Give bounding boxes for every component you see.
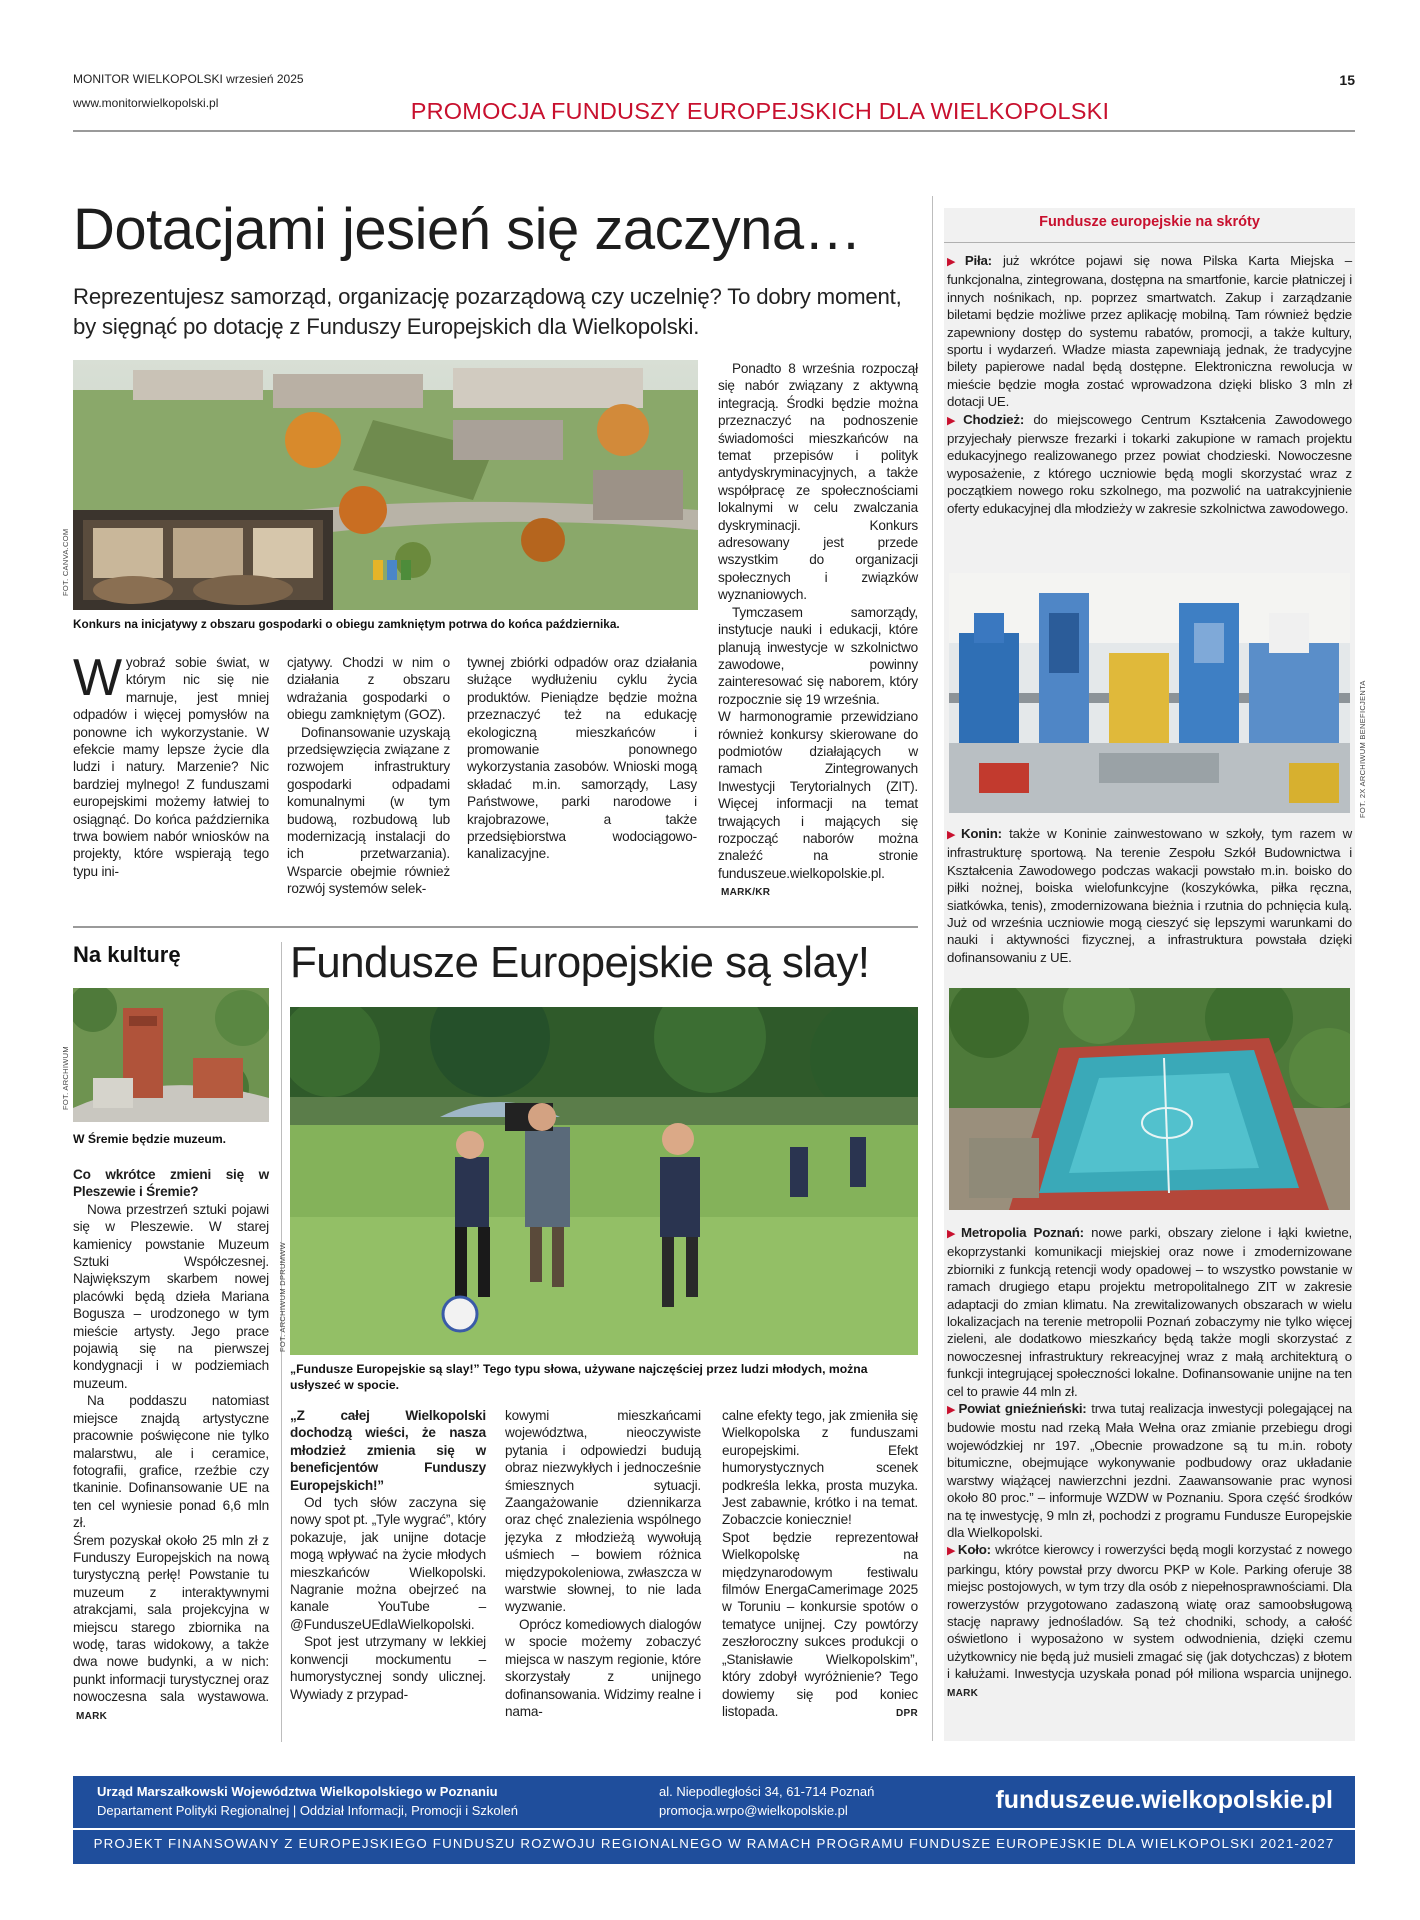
article1-signature: MARK/KR — [721, 887, 771, 899]
football-spot-illustration — [290, 1007, 918, 1355]
footer-divider — [73, 1828, 1355, 1830]
footer-banner — [73, 1776, 1355, 1864]
sidebar-poznan-gniezno-kolo: ▶ Metropolia Poznań: nowe parki, obszary zielone i łąki kwietne, ekoprzystanki komunikacji miejskiej oraz nowe i zmodernizowane zbiorniki z funkcją retencji wody opadowej – to wszystko powstanie w ramach drugiego etapu projektu metropolitalnego ZIT w zakresie adaptacji do zmian klimatu. Na zrewitalizowanych obszarach w wielu lokalizacjach na terenie metropolii Poznań zobaczymy nie tylko więcej zieleni, ale dodatkowo mieszkańcy będą także mogli skorzystać z nowoczesnej infrastruktury rekreacyjnej wraz z małą architekturą o funkcji integrującej społeczności lokalne. Dofinansowanie unijne na ten cel to prawie 44 mln zł. ▶ Powiat gnieźnieński: trwa tutaj realizacja inwestycji polegającej na budowie mostu nad rzeką Mała Wełna oraz zmianie przebiegu drogi wojewódzkiej nr 197. „Obecnie prowadzone są tu m.in. roboty bitumiczne, obejmujące wykonywanie podbudowy oraz układanie warstwy wiążącej nawierzchni jezdni. Zaawansowanie prac wynosi około 80 proc.” – informuje WZDW w Poznaniu. Spora część środków na tę inwestycję, 9 mln zł, pochodzi z programu Fundusze Europejskie dla Wielkopolski. ▶ Koło: wkrótce kierowcy i rowerzyści będą mogli korzystać z nowego parkingu, który powstał przy dworcu PKP w Kole. Parking oferuje 38 miejsc postojowych, w tym trzy dla osób z niepełnosprawnościami. Dla rowerzystów przygotowano zadaszoną wiatę oraz samoobsługową stację naprawy jednośladów. Są też chodniki, schody, a całość oświetlono i wyposażono w system odwodnienia, dzięki czemu użytkownicy nie będą już musieli zmagać się (jak dotychczas) z błotem i kałużami. Inwestycja uzyskała ponad pół miliona wsparcia unijnego. MARK — [947, 1225, 1353, 1699]
footer-dept: Departament Polityki Regionalnej | Oddział Informacji, Promocji i Szkoleń — [97, 1803, 519, 1818]
footer-url[interactable]: funduszeue.wielkopolskie.pl — [995, 1786, 1333, 1814]
sports-field-illustration — [949, 988, 1350, 1210]
sidebar-box — [944, 208, 1367, 1741]
photo-football-spot — [290, 1007, 918, 1355]
triangle-icon: ▶ — [947, 1545, 956, 1558]
article-title: Dotacjami jesień się zaczyna… — [73, 197, 862, 262]
photo-caption-culture: W Śremie będzie muzeum. — [73, 1132, 227, 1146]
article1-column-1: Wyobraź sobie świat, w którym nic się nie marnuje, jest mniej odpadów i więcej pomysłów na ponowne ich wykorzystanie. W efekcie mamy lepsze życie dla ludzi i natury. Marzenie? Nic bardziej mylnego! Z funduszami europejskimi możemy łatwiej to osiągnąć. Do końca października trwa bowiem nabór wniosków na projekty, które wspierają tego typu ini- — [73, 649, 269, 879]
culture-text: Co wkrótce zmieni się w Pleszewie i Śremie? Nowa przestrzeń sztuki pojawi się w Pleszewie. W starej kamienicy powstanie Muzeum Sztuki Współczesnej. Największym skarbem nowej placówki będą dzieła Mariana Bogusza – urodzonego w tym mieście artysty. Jego prace pojawią się na pierwszej kondygnacji i w podziemiach muzeum. Na poddaszu natomiast miejsce znajdą artystyczne pracownie poświęcone nie tylko malarstwu, ale i ceramice, fotografii, grafice, rzeźbie czy tkaninie. Dofinansowanie UE na ten cel wyniesie ponad 6,6 mln zł. Śrem pozyskał około 25 mln zł z Funduszy Europejskich na nową turystyczną perłę! Powstanie tu muzeum z interaktywnymi atrakcjami, sala projekcyjna w miejscu starego zbiornika na wodę, taras widokowy, a także dwa nowe budynki, a w nich: punkt informacji turystycznej oraz nowoczesna sala wystawowa. MARK — [73, 1167, 269, 1722]
photo-sports-field — [949, 988, 1350, 1210]
photo-srem-museum — [73, 988, 269, 1122]
column-divider — [932, 196, 933, 1741]
header-rule — [73, 130, 1355, 132]
sidebar-title: Fundusze europejskie na skróty — [1039, 214, 1260, 230]
footer-project: PROJEKT FINANSOWANY Z EUROPEJSKIEGO FUNDUSZU ROZWOJU REGIONALNEGO W RAMACH PROGRAMU FUNDUSZE EUROPEJSKIE DLA WIELKOPOLSKI 2021-2027 — [93, 1836, 1335, 1851]
triangle-icon: ▶ — [947, 414, 962, 427]
culture-title: Na kulturę — [73, 942, 181, 967]
triangle-icon: ▶ — [947, 1228, 960, 1240]
footer-org: Urząd Marszałkowski Województwa Wielkopolskiego w Poznaniu — [97, 1784, 498, 1799]
article-lead: Reprezentujesz samorząd, organizację pozarządową czy uczelnię? To dobry moment, by sięgnąć po dotację z Funduszy Europejskich dla Wielkopolski. — [73, 284, 902, 339]
workshop-illustration — [949, 573, 1350, 813]
triangle-icon: ▶ — [947, 1404, 957, 1417]
photo-credit-football: FOT. ARCHIWUM DPRUMWW — [278, 1241, 287, 1352]
sidebar-konin: ▶ Konin: także w Koninie zainwestowano w szkoły, tym razem w infrastrukturę sportową. Na terenie Zespołu Szkół Budownictwa i Kształcenia Zawodowego podczas wakacji powstało m.in. boisko do piłki nożnej, boiska wielofunkcyjne (koszykówka, piłka ręczna, siatkówka, tenis), zmodernizowana bieżnia i rzutnia do pchnięcia kulą. Już od września uczniowie mogą cieszyć się lepszymi warunkami do nauki i aktywności fizycznej, a infrastruktura powstała dzięki dofinansowaniu z UE. — [947, 826, 1353, 965]
article1-column-3: tywnej zbiórki odpadów oraz działania służące wydłużeniu cyklu życia produktów. Pieniądze będzie można przeznaczyć też na edukację ekologiczną mieszkańców i promowanie ponownego wykorzystania zasobów. Wnioski mogą składać m.in. samorządy, Lasy Państwowe, parki narodowe i krajobrazowe, a także przedsiębiorstwa wodociągowo-kanalizacyjne. — [467, 655, 697, 862]
sidebar-pila: ▶ Piła: już wkrótce pojawi się nowa Pilska Karta Miejska – funkcjonalna, zintegrowana, dostępna na smartfonie, karcie płatniczej i innych nośnikach, np. poprzez smartwatch. Zakup i zarządzanie biletami będzie możliwe przez aplikację mobilną. Tam również będzie zapewniony dostęp do systemu rabatów, promocji, a także kultury, sportu i wydarzeń. Władze miasta zapewniają jednak, że tradycyjne bilety papierowe nadal będą dostępne. Elektroniczna rewolucja w mieście będzie mogła zostać wprowadzona dzięki blisko 3 mln zł dotacji UE. ▶ Chodzież: do miejscowego Centrum Kształcenia Zawodowego przyjechały pierwsze frezarki i tokarki zakupione w ramach projektu edukacyjnego realizowanego przez powiat chodzieski. Nowoczesne wyposażenie, z którego uczniowie będą mogli skorzystać wraz z początkiem nowego roku szkolnego, ma pozwolić na uatrakcyjnienie oferty edukacyjnej dla młodzieży w zakresie szkolnictwa zawodowego. — [947, 253, 1353, 516]
city-aerial-illustration — [73, 360, 698, 610]
culture-signature: MARK — [76, 1710, 108, 1722]
article2-signature: DPR — [895, 1707, 918, 1719]
photo-workshop — [949, 573, 1350, 813]
publication-name: MONITOR WIELKOPOLSKI — [73, 72, 223, 86]
photo-caption-city: Konkurs na inicjatywy z obszaru gospodarki o obiegu zamkniętym potrwa do końca października. — [73, 617, 620, 631]
culture-top-rule — [73, 926, 273, 928]
photo-city-aerial — [73, 360, 698, 610]
footer-address: al. Niepodległości 34, 61-714 Poznań — [659, 1784, 875, 1799]
triangle-icon: ▶ — [947, 256, 963, 268]
photo-credit-culture: FOT. ARCHIWUM — [61, 1046, 70, 1110]
photo-credit-city: FOT. CANVA.COM — [61, 528, 70, 596]
article2-column-1: „Z całej Wielkopolski dochodzą wieści, że nasza młodzież zmienia się w beneficjentów Funduszy Europejskich!” Od tych słów zaczyna się nowy spot pt. „Tyle wygrać”, który pokazuje, jak unijne dotacje mogą wpływać na życie młodych mieszkańców Wielkopolski. Nagranie można obejrzeć na kanale YouTube – @FunduszeUEdlaWielkopolski. Spot jest utrzymany w lekkiej konwencji mockumentu – humorystycznej sondy ulicznej. Wywiady z przypad- — [290, 1408, 486, 1702]
page-number: 15 — [1339, 72, 1355, 88]
article2-title: Fundusze Europejskie są slay! — [290, 938, 870, 987]
triangle-icon: ▶ — [947, 829, 959, 841]
culture-question: Co wkrótce zmieni się w Pleszewie i Śremie? — [73, 1167, 269, 1200]
article1-column-2: cjatywy. Chodzi w nim o działania z obszaru wdrażania gospodarki o obiegu zamkniętym (GOZ). Dofinansowanie uzyskają przedsięwzięcia związane z rozwojem infrastruktury gospodarki odpadami komunalnymi (w tym budową, rozbudową lub modernizacją instalacji do ich przetwarzania). Wsparcie obejmie również rozwój systemów selek- — [287, 655, 450, 897]
header — [73, 72, 1355, 134]
article1-column-4: Ponadto 8 września rozpoczął się nabór związany z aktywną integracją. Środki będzie można przeznaczyć na podnoszenie świadomości mieszkańców na temat przepisów i polityk antydyskryminacyjnych, a także współpracę ze społecznościami lokalnymi w celu zwalczania dyskryminacji. Konkurs adresowany jest przede wszystkim do organizacji społecznych i związków wyznaniowych. Tymczasem samorządy, instytucje nauki i edukacji, które planują inwestycje w szkolnictwo zawodowe, powinny zainteresować się naborem, który rozpocznie się 19 września. W harmonogramie przewidziano również konkursy skierowane do podmiotów działających w ramach Zintegrowanych Inwestycji Terytorialnych (ZIT). Więcej informacji na temat trwających i mających się rozpocząć naborów można znaleźć na stronie funduszeue.wielkopolskie.pl. MARK/KR — [718, 361, 918, 899]
article2-column-2: kowymi mieszkańcami województwa, nieoczywiste pytania i odpowiedzi budują obraz niezwykłych i jednocześnie śmiesznych sytuacji. Zaangażowanie dziennikarza oraz chęć znalezienia wspólnego języka z młodzieżą wywołują uśmiech – bowiem różnica międzypokoleniowa, zwłaszcza w warstwie słownej, to nie lada wyzwanie. Oprócz komediowych dialogów w spocie możemy zobaczyć miejsca w naszym regionie, które skorzystały z unijnego dofinansowania. Widzimy realne i nama- — [505, 1408, 701, 1719]
srem-museum-illustration — [73, 988, 269, 1122]
article2-quote: „Z całej Wielkopolski dochodzą wieści, że nasza młodzież zmienia się w beneficjentów Funduszy Europejskich!” — [290, 1408, 486, 1493]
website[interactable]: www.monitorwielkopolski.pl — [73, 96, 219, 110]
photo-credit-sidebar: FOT. 2X ARCHIWUM BENEFICJENTA — [1358, 680, 1367, 818]
sidebar-signature: MARK — [947, 1687, 979, 1699]
photo-caption-football: „Fundusze Europejskie są slay!” Tego typu słowa, używane najczęściej przez ludzi młodych, można usłyszeć w spocie. — [290, 1362, 868, 1392]
section-title: PROMOCJA FUNDUSZY EUROPEJSKICH DLA WIELKOPOLSKI — [410, 98, 1110, 124]
footer-email[interactable]: promocja.wrpo@wielkopolskie.pl — [659, 1803, 848, 1818]
dropcap: W — [73, 649, 122, 707]
article2-column-3: calne efekty tego, jak zmieniła się Wielkopolska z funduszami europejskimi. Efekt humorystycznych scenek podkreśla lekka, prosta muzyka. Jest zabawnie, krótko i na temat. Zobaczcie koniecznie! Spot będzie reprezentował Wielkopolskę na międzynarodowym festiwalu filmów EnergaCamerimage 2025 w Toruniu – konkursie spotów o tematyce unijnej. Czy powtórzy zeszłoroczny sukces produkcji o „Stanisławie Wielkopolskim”, który zdobył wyróżnienie? Tego dowiemy się pod koniec listopada. DPR — [722, 1407, 918, 1722]
issue-date: wrzesień 2025 — [226, 72, 304, 86]
